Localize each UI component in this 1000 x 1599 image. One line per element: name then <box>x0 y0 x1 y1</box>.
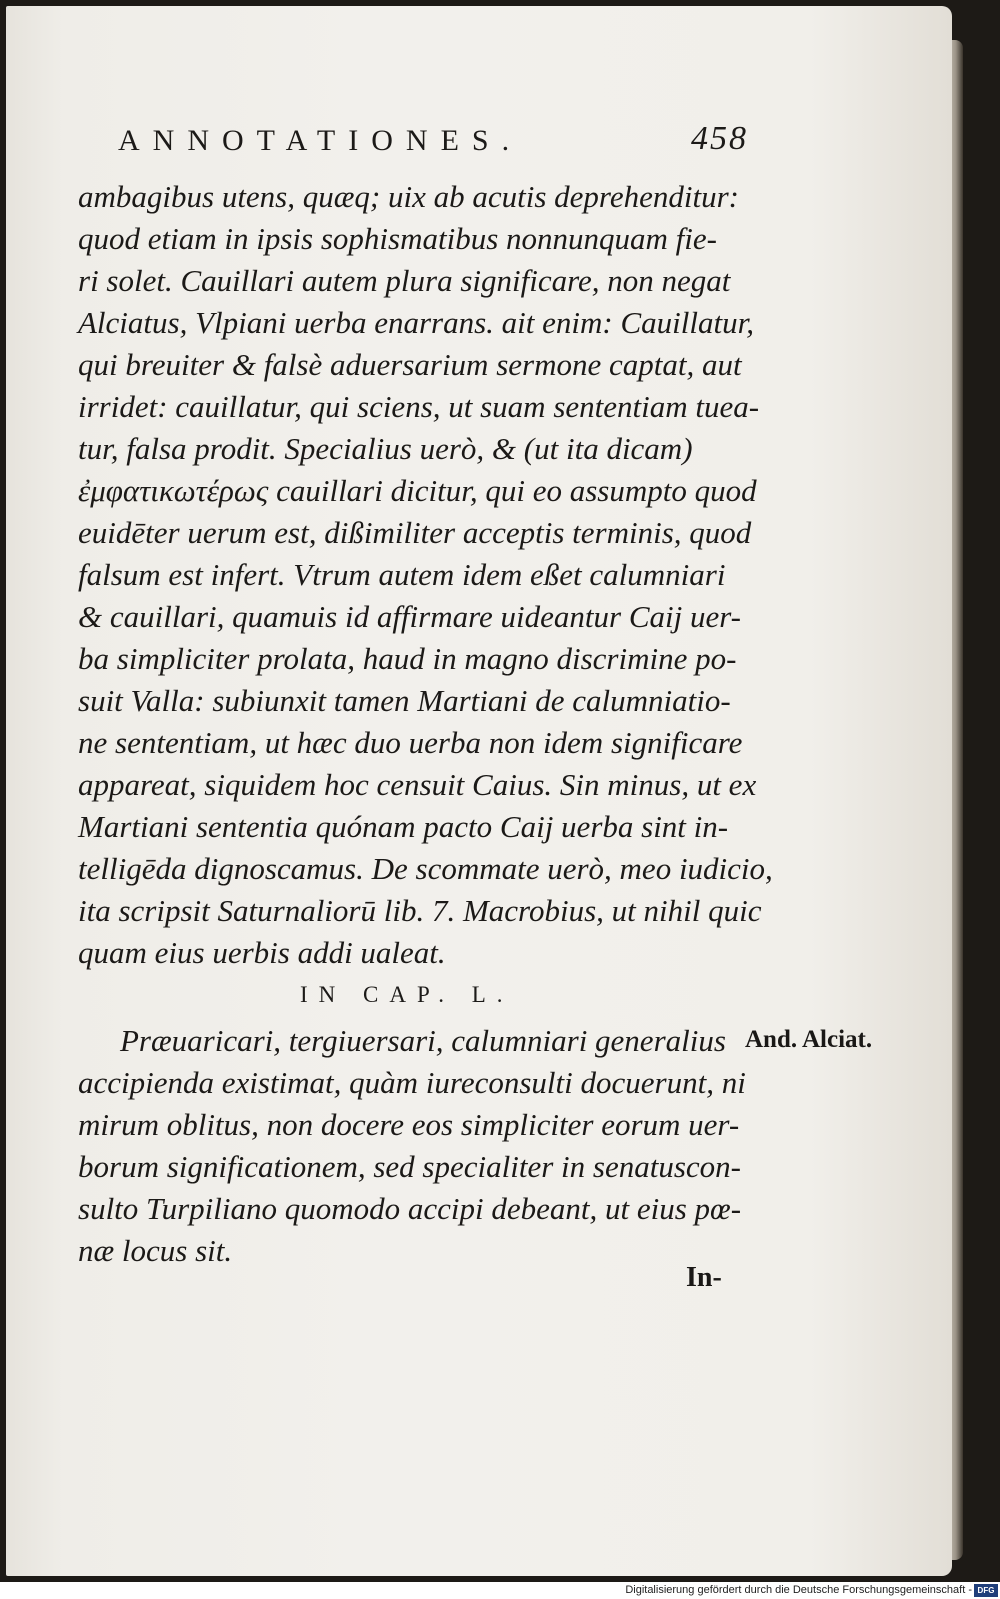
text-line: mirum oblitus, non docere eos simpliciter eorum uer- <box>78 1107 740 1142</box>
text-line: sulto Turpiliano quomodo accipi debeant, ut eius pœ- <box>78 1191 742 1226</box>
digitization-credit: Digitalisierung gefördert durch die Deutsche Forschungsgemeinschaft - <box>625 1584 972 1596</box>
dfg-logo: DFG <box>974 1584 998 1597</box>
page-header <box>118 120 748 164</box>
text-line: telligēda dignoscamus. De scommate uerò, meo iudicio, <box>78 851 773 886</box>
text-line: quam eius uerbis addi ualeat. <box>78 935 446 970</box>
section-heading: IN CAP. L. <box>300 982 514 1007</box>
marginal-note: And. Alciat. <box>745 1026 873 1053</box>
page-number: 458 <box>691 120 748 157</box>
text-line: tur, falsa prodit. Specialius uerò, & (ut ita dicam) <box>78 431 693 466</box>
text-line: appareat, siquidem hoc censuit Caius. Sin minus, ut ex <box>78 767 757 802</box>
text-line: Martiani sententia quónam pacto Caij uerba sint in- <box>78 809 729 844</box>
text-line: borum significationem, sed specialiter in senatuscon- <box>78 1149 741 1184</box>
text-line: qui breuiter & falsè aduersarium sermone captat, aut <box>78 347 742 382</box>
text-line: ne sententiam, ut hæc duo uerba non idem significare <box>78 725 743 760</box>
text-line: Præuaricari, tergiuersari, calumniari generalius <box>120 1023 726 1058</box>
text-line: irridet: cauillatur, qui sciens, ut suam sententiam tuea- <box>78 389 760 424</box>
text-line: Alciatus, Vlpiani uerba enarrans. ait enim: Cauillatur, <box>78 305 754 340</box>
running-title: ANNOTATIONES. <box>118 124 523 157</box>
text-line: ri solet. Cauillari autem plura significare, non negat <box>78 263 731 298</box>
text-line: ambagibus utens, quæq; uix ab acutis deprehenditur: <box>78 179 739 214</box>
text-line: næ locus sit. <box>78 1233 233 1268</box>
text-line: ita scripsit Saturnaliorū lib. 7. Macrobius, ut nihil quic <box>78 893 762 928</box>
text-line: accipienda existimat, quàm iureconsulti docuerunt, ni <box>78 1065 746 1100</box>
text-line: falsum est infert. Vtrum autem idem eßet calumniari <box>78 557 726 592</box>
section-text-block <box>78 1018 758 1270</box>
text-line: euidēter uerum est, dißimiliter acceptis terminis, quod <box>78 515 752 550</box>
text-line: & cauillari, quamuis id affirmare uideantur Caij uer- <box>78 599 742 634</box>
main-text-block <box>78 176 773 974</box>
text-line: ἐμφατικωτέρως cauillari dicitur, qui eo assumpto quod <box>78 473 757 508</box>
text-line: quod etiam in ipsis sophismatibus nonnunquam fie- <box>78 221 717 256</box>
text-line: suit Valla: subiunxit tamen Martiani de calumniatio- <box>78 683 731 718</box>
text-line: ba simpliciter prolata, haud in magno discrimine po- <box>78 641 737 676</box>
catchword: In- <box>686 1262 722 1293</box>
